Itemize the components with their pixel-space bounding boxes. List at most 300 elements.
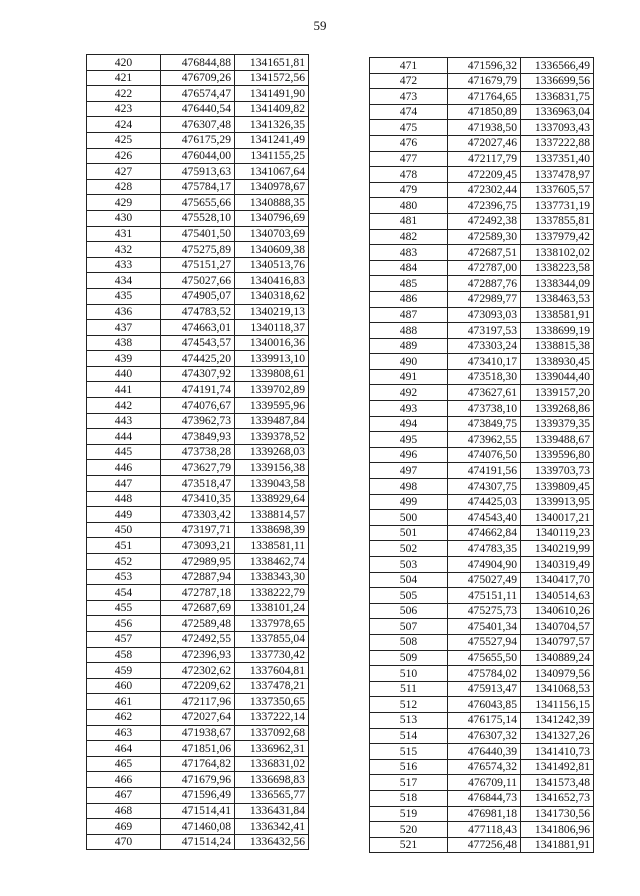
point-number-cell: 499 — [370, 494, 448, 510]
table-row — [370, 401, 594, 417]
table-row — [87, 460, 309, 476]
table-row — [370, 447, 594, 463]
point-number-cell: 515 — [370, 744, 448, 760]
table-row — [370, 167, 594, 183]
x-coordinate-cell: 473303,42 — [161, 507, 235, 523]
x-coordinate-cell: 476175,14 — [448, 712, 521, 728]
x-coordinate-cell: 472589,48 — [161, 616, 235, 632]
y-coordinate-cell: 1337222,88 — [521, 135, 594, 151]
table-row — [370, 681, 594, 697]
table-row — [370, 245, 594, 261]
y-coordinate-cell: 1339595,96 — [235, 398, 309, 414]
table-row — [370, 588, 594, 604]
point-number-cell: 516 — [370, 759, 448, 775]
point-number-cell: 475 — [370, 120, 448, 136]
point-number-cell: 420 — [87, 55, 161, 71]
point-number-cell: 432 — [87, 242, 161, 258]
table-row — [370, 354, 594, 370]
y-coordinate-cell: 1339809,45 — [521, 479, 594, 495]
table-row — [370, 120, 594, 136]
point-number-cell: 509 — [370, 650, 448, 666]
point-number-cell: 454 — [87, 585, 161, 601]
x-coordinate-cell: 475655,66 — [161, 195, 235, 211]
point-number-cell: 423 — [87, 101, 161, 117]
table-row — [370, 432, 594, 448]
point-number-cell: 440 — [87, 366, 161, 382]
y-coordinate-cell: 1339913,95 — [521, 494, 594, 510]
table-row — [87, 741, 309, 757]
x-coordinate-cell: 475527,94 — [448, 634, 521, 650]
x-coordinate-cell: 471764,65 — [448, 89, 521, 105]
table-row — [87, 444, 309, 460]
point-number-cell: 478 — [370, 167, 448, 183]
x-coordinate-cell: 474663,01 — [161, 320, 235, 336]
y-coordinate-cell: 1338929,64 — [235, 491, 309, 507]
point-number-cell: 473 — [370, 89, 448, 105]
x-coordinate-cell: 471514,41 — [161, 803, 235, 819]
y-coordinate-cell: 1339268,03 — [235, 444, 309, 460]
table-row — [87, 226, 309, 242]
x-coordinate-cell: 476709,11 — [448, 775, 521, 791]
x-coordinate-cell: 473738,28 — [161, 444, 235, 460]
page-number: 59 — [313, 18, 327, 33]
table-row — [87, 70, 309, 86]
point-number-cell: 505 — [370, 588, 448, 604]
y-coordinate-cell: 1337731,19 — [521, 198, 594, 214]
y-coordinate-cell: 1337351,40 — [521, 151, 594, 167]
x-coordinate-cell: 474904,90 — [448, 557, 521, 573]
x-coordinate-cell: 475401,50 — [161, 226, 235, 242]
y-coordinate-cell: 1340704,57 — [521, 619, 594, 635]
y-coordinate-cell: 1339913,10 — [235, 351, 309, 367]
y-coordinate-cell: 1338699,19 — [521, 323, 594, 339]
point-number-cell: 479 — [370, 182, 448, 198]
x-coordinate-cell: 472989,77 — [448, 291, 521, 307]
x-coordinate-cell: 473849,93 — [161, 429, 235, 445]
x-coordinate-cell: 473093,21 — [161, 538, 235, 554]
x-coordinate-cell: 471460,08 — [161, 819, 235, 835]
point-number-cell: 490 — [370, 354, 448, 370]
table-row — [370, 307, 594, 323]
table-row — [87, 273, 309, 289]
y-coordinate-cell: 1339157,20 — [521, 385, 594, 401]
x-coordinate-cell: 476574,47 — [161, 86, 235, 102]
point-number-cell: 504 — [370, 572, 448, 588]
y-coordinate-cell: 1336431,84 — [235, 803, 309, 819]
x-coordinate-cell: 473962,55 — [448, 432, 521, 448]
table-row — [87, 304, 309, 320]
table-row — [87, 694, 309, 710]
x-coordinate-cell: 471596,32 — [448, 58, 521, 74]
x-coordinate-cell: 476043,85 — [448, 697, 521, 713]
x-coordinate-cell: 472302,62 — [161, 663, 235, 679]
table-row — [370, 541, 594, 557]
y-coordinate-cell: 1336565,77 — [235, 787, 309, 803]
y-coordinate-cell: 1336342,41 — [235, 819, 309, 835]
point-number-cell: 494 — [370, 416, 448, 432]
y-coordinate-cell: 1338463,53 — [521, 291, 594, 307]
y-coordinate-cell: 1339044,40 — [521, 369, 594, 385]
y-coordinate-cell: 1339487,84 — [235, 413, 309, 429]
y-coordinate-cell: 1337979,42 — [521, 229, 594, 245]
table-row — [370, 634, 594, 650]
point-number-cell: 480 — [370, 198, 448, 214]
y-coordinate-cell: 1336962,31 — [235, 741, 309, 757]
x-coordinate-cell: 476440,39 — [448, 744, 521, 760]
table-row — [87, 616, 309, 632]
y-coordinate-cell: 1341067,64 — [235, 164, 309, 180]
table-row — [87, 787, 309, 803]
point-number-cell: 448 — [87, 491, 161, 507]
point-number-cell: 441 — [87, 382, 161, 398]
point-number-cell: 422 — [87, 86, 161, 102]
y-coordinate-cell: 1338581,11 — [235, 538, 309, 554]
x-coordinate-cell: 474543,57 — [161, 335, 235, 351]
point-number-cell: 459 — [87, 663, 161, 679]
y-coordinate-cell: 1337855,81 — [521, 213, 594, 229]
y-coordinate-cell: 1336699,56 — [521, 73, 594, 89]
y-coordinate-cell: 1337605,57 — [521, 182, 594, 198]
table-row — [87, 366, 309, 382]
table-row — [370, 806, 594, 822]
y-coordinate-cell: 1340118,37 — [235, 320, 309, 336]
x-coordinate-cell: 472492,55 — [161, 631, 235, 647]
point-number-cell: 486 — [370, 291, 448, 307]
point-number-cell: 426 — [87, 148, 161, 164]
y-coordinate-cell: 1341881,91 — [521, 837, 594, 853]
y-coordinate-cell: 1338698,39 — [235, 522, 309, 538]
table-row — [87, 772, 309, 788]
x-coordinate-cell: 473849,75 — [448, 416, 521, 432]
y-coordinate-cell: 1338223,58 — [521, 260, 594, 276]
y-coordinate-cell: 1341491,90 — [235, 86, 309, 102]
x-coordinate-cell: 475655,50 — [448, 650, 521, 666]
table-row — [370, 572, 594, 588]
point-number-cell: 488 — [370, 323, 448, 339]
table-row — [370, 479, 594, 495]
table-row — [370, 494, 594, 510]
y-coordinate-cell: 1341068,53 — [521, 681, 594, 697]
table-row — [370, 73, 594, 89]
y-coordinate-cell: 1336831,02 — [235, 756, 309, 772]
table-row — [87, 834, 309, 850]
x-coordinate-cell: 472209,45 — [448, 167, 521, 183]
point-number-cell: 424 — [87, 117, 161, 133]
x-coordinate-cell: 472117,96 — [161, 694, 235, 710]
x-coordinate-cell: 474543,40 — [448, 510, 521, 526]
y-coordinate-cell: 1338815,38 — [521, 338, 594, 354]
table-row — [87, 210, 309, 226]
table-row — [87, 663, 309, 679]
point-number-cell: 460 — [87, 678, 161, 694]
y-coordinate-cell: 1337478,97 — [521, 167, 594, 183]
x-coordinate-cell: 472117,79 — [448, 151, 521, 167]
table-row — [87, 413, 309, 429]
point-number-cell: 463 — [87, 725, 161, 741]
x-coordinate-cell: 471850,89 — [448, 104, 521, 120]
table-row — [87, 647, 309, 663]
x-coordinate-cell: 473627,79 — [161, 460, 235, 476]
y-coordinate-cell: 1341409,82 — [235, 101, 309, 117]
table-row — [87, 86, 309, 102]
x-coordinate-cell: 476044,00 — [161, 148, 235, 164]
x-coordinate-cell: 476844,88 — [161, 55, 235, 71]
point-number-cell: 519 — [370, 806, 448, 822]
y-coordinate-cell: 1336963,04 — [521, 104, 594, 120]
y-coordinate-cell: 1337730,42 — [235, 647, 309, 663]
table-row — [370, 89, 594, 105]
y-coordinate-cell: 1340610,26 — [521, 603, 594, 619]
table-row — [87, 164, 309, 180]
x-coordinate-cell: 476981,18 — [448, 806, 521, 822]
point-number-cell: 520 — [370, 822, 448, 838]
point-number-cell: 434 — [87, 273, 161, 289]
table-row — [87, 429, 309, 445]
point-number-cell: 511 — [370, 681, 448, 697]
point-number-cell: 497 — [370, 463, 448, 479]
x-coordinate-cell: 476844,73 — [448, 790, 521, 806]
point-number-cell: 506 — [370, 603, 448, 619]
point-number-cell: 508 — [370, 634, 448, 650]
y-coordinate-cell: 1337604,81 — [235, 663, 309, 679]
table-row — [370, 416, 594, 432]
table-row — [370, 775, 594, 791]
point-number-cell: 493 — [370, 401, 448, 417]
table-row — [370, 744, 594, 760]
table-row — [87, 55, 309, 71]
x-coordinate-cell: 472687,51 — [448, 245, 521, 261]
coordinates-table-left — [86, 54, 309, 850]
table-row — [87, 819, 309, 835]
table-row — [370, 728, 594, 744]
x-coordinate-cell: 473738,10 — [448, 401, 521, 417]
y-coordinate-cell: 1341241,49 — [235, 132, 309, 148]
y-coordinate-cell: 1340514,63 — [521, 588, 594, 604]
x-coordinate-cell: 473303,24 — [448, 338, 521, 354]
y-coordinate-cell: 1338222,79 — [235, 585, 309, 601]
table-row — [87, 585, 309, 601]
x-coordinate-cell: 471938,50 — [448, 120, 521, 136]
x-coordinate-cell: 474191,74 — [161, 382, 235, 398]
table-row — [370, 229, 594, 245]
y-coordinate-cell: 1338814,57 — [235, 507, 309, 523]
point-number-cell: 464 — [87, 741, 161, 757]
table-row — [87, 242, 309, 258]
point-number-cell: 461 — [87, 694, 161, 710]
y-coordinate-cell: 1338102,02 — [521, 245, 594, 261]
table-row — [370, 712, 594, 728]
point-number-cell: 450 — [87, 522, 161, 538]
table-row — [370, 837, 594, 853]
point-number-cell: 443 — [87, 413, 161, 429]
point-number-cell: 455 — [87, 600, 161, 616]
x-coordinate-cell: 472989,95 — [161, 554, 235, 570]
y-coordinate-cell: 1339702,89 — [235, 382, 309, 398]
table-row — [87, 351, 309, 367]
point-number-cell: 498 — [370, 479, 448, 495]
point-number-cell: 444 — [87, 429, 161, 445]
y-coordinate-cell: 1341492,81 — [521, 759, 594, 775]
x-coordinate-cell: 472209,62 — [161, 678, 235, 694]
x-coordinate-cell: 473197,71 — [161, 522, 235, 538]
point-number-cell: 521 — [370, 837, 448, 853]
x-coordinate-cell: 472787,18 — [161, 585, 235, 601]
y-coordinate-cell: 1340796,69 — [235, 210, 309, 226]
y-coordinate-cell: 1340889,24 — [521, 650, 594, 666]
table-row — [370, 291, 594, 307]
y-coordinate-cell: 1339268,86 — [521, 401, 594, 417]
x-coordinate-cell: 475913,47 — [448, 681, 521, 697]
table-row — [370, 58, 594, 74]
point-number-cell: 429 — [87, 195, 161, 211]
table-row — [370, 323, 594, 339]
x-coordinate-cell: 475151,27 — [161, 257, 235, 273]
point-number-cell: 445 — [87, 444, 161, 460]
x-coordinate-cell: 477118,43 — [448, 822, 521, 838]
y-coordinate-cell: 1339488,67 — [521, 432, 594, 448]
x-coordinate-cell: 472027,46 — [448, 135, 521, 151]
point-number-cell: 507 — [370, 619, 448, 635]
point-number-cell: 447 — [87, 476, 161, 492]
x-coordinate-cell: 475528,10 — [161, 210, 235, 226]
point-number-cell: 485 — [370, 276, 448, 292]
y-coordinate-cell: 1336831,75 — [521, 89, 594, 105]
y-coordinate-cell: 1337222,14 — [235, 709, 309, 725]
y-coordinate-cell: 1338930,45 — [521, 354, 594, 370]
x-coordinate-cell: 475784,02 — [448, 666, 521, 682]
point-number-cell: 500 — [370, 510, 448, 526]
x-coordinate-cell: 473962,73 — [161, 413, 235, 429]
point-number-cell: 484 — [370, 260, 448, 276]
y-coordinate-cell: 1341806,96 — [521, 822, 594, 838]
point-number-cell: 491 — [370, 369, 448, 385]
point-number-cell: 481 — [370, 213, 448, 229]
table-row — [87, 803, 309, 819]
y-coordinate-cell: 1337478,21 — [235, 678, 309, 694]
point-number-cell: 483 — [370, 245, 448, 261]
x-coordinate-cell: 474783,35 — [448, 541, 521, 557]
table-row — [370, 198, 594, 214]
point-number-cell: 510 — [370, 666, 448, 682]
x-coordinate-cell: 473410,17 — [448, 354, 521, 370]
table-row — [370, 759, 594, 775]
coordinates-table-right — [369, 57, 594, 853]
table-row — [87, 132, 309, 148]
x-coordinate-cell: 471938,67 — [161, 725, 235, 741]
y-coordinate-cell: 1339043,58 — [235, 476, 309, 492]
y-coordinate-cell: 1340017,21 — [521, 510, 594, 526]
x-coordinate-cell: 474191,56 — [448, 463, 521, 479]
y-coordinate-cell: 1340319,49 — [521, 557, 594, 573]
x-coordinate-cell: 475151,11 — [448, 588, 521, 604]
x-coordinate-cell: 472589,30 — [448, 229, 521, 245]
table-row — [87, 678, 309, 694]
x-coordinate-cell: 476440,54 — [161, 101, 235, 117]
x-coordinate-cell: 476175,29 — [161, 132, 235, 148]
y-coordinate-cell: 1339808,61 — [235, 366, 309, 382]
y-coordinate-cell: 1338344,09 — [521, 276, 594, 292]
x-coordinate-cell: 473093,03 — [448, 307, 521, 323]
y-coordinate-cell: 1341242,39 — [521, 712, 594, 728]
point-number-cell: 471 — [370, 58, 448, 74]
y-coordinate-cell: 1340219,13 — [235, 304, 309, 320]
point-number-cell: 462 — [87, 709, 161, 725]
x-coordinate-cell: 471679,96 — [161, 772, 235, 788]
x-coordinate-cell: 471596,49 — [161, 787, 235, 803]
x-coordinate-cell: 471851,06 — [161, 741, 235, 757]
y-coordinate-cell: 1339156,38 — [235, 460, 309, 476]
x-coordinate-cell: 475913,63 — [161, 164, 235, 180]
y-coordinate-cell: 1341573,48 — [521, 775, 594, 791]
point-number-cell: 451 — [87, 538, 161, 554]
point-number-cell: 470 — [87, 834, 161, 850]
y-coordinate-cell: 1341410,73 — [521, 744, 594, 760]
point-number-cell: 437 — [87, 320, 161, 336]
point-number-cell: 518 — [370, 790, 448, 806]
table-row — [87, 179, 309, 195]
y-coordinate-cell: 1341327,26 — [521, 728, 594, 744]
point-number-cell: 512 — [370, 697, 448, 713]
y-coordinate-cell: 1341730,56 — [521, 806, 594, 822]
y-coordinate-cell: 1336566,49 — [521, 58, 594, 74]
x-coordinate-cell: 476307,48 — [161, 117, 235, 133]
point-number-cell: 476 — [370, 135, 448, 151]
y-coordinate-cell: 1340416,83 — [235, 273, 309, 289]
y-coordinate-cell: 1337092,68 — [235, 725, 309, 741]
x-coordinate-cell: 471679,79 — [448, 73, 521, 89]
x-coordinate-cell: 472787,00 — [448, 260, 521, 276]
y-coordinate-cell: 1337093,43 — [521, 120, 594, 136]
x-coordinate-cell: 473197,53 — [448, 323, 521, 339]
point-number-cell: 453 — [87, 569, 161, 585]
table-row — [87, 398, 309, 414]
y-coordinate-cell: 1340609,38 — [235, 242, 309, 258]
point-number-cell: 503 — [370, 557, 448, 573]
point-number-cell: 439 — [87, 351, 161, 367]
table-row — [87, 631, 309, 647]
y-coordinate-cell: 1338462,74 — [235, 554, 309, 570]
point-number-cell: 425 — [87, 132, 161, 148]
y-coordinate-cell: 1340016,36 — [235, 335, 309, 351]
x-coordinate-cell: 473627,61 — [448, 385, 521, 401]
table-row — [87, 335, 309, 351]
x-coordinate-cell: 471514,24 — [161, 834, 235, 850]
y-coordinate-cell: 1339703,73 — [521, 463, 594, 479]
y-coordinate-cell: 1337855,04 — [235, 631, 309, 647]
y-coordinate-cell: 1338581,91 — [521, 307, 594, 323]
x-coordinate-cell: 476574,32 — [448, 759, 521, 775]
point-number-cell: 517 — [370, 775, 448, 791]
x-coordinate-cell: 475027,66 — [161, 273, 235, 289]
point-number-cell: 514 — [370, 728, 448, 744]
y-coordinate-cell: 1336698,83 — [235, 772, 309, 788]
x-coordinate-cell: 475275,89 — [161, 242, 235, 258]
table-row — [370, 666, 594, 682]
x-coordinate-cell: 473410,35 — [161, 491, 235, 507]
table-row — [370, 510, 594, 526]
point-number-cell: 452 — [87, 554, 161, 570]
x-coordinate-cell: 472887,76 — [448, 276, 521, 292]
x-coordinate-cell: 472302,44 — [448, 182, 521, 198]
point-number-cell: 442 — [87, 398, 161, 414]
x-coordinate-cell: 471764,82 — [161, 756, 235, 772]
x-coordinate-cell: 474307,75 — [448, 479, 521, 495]
point-number-cell: 456 — [87, 616, 161, 632]
x-coordinate-cell: 472027,64 — [161, 709, 235, 725]
y-coordinate-cell: 1340513,76 — [235, 257, 309, 273]
point-number-cell: 489 — [370, 338, 448, 354]
point-number-cell: 492 — [370, 385, 448, 401]
